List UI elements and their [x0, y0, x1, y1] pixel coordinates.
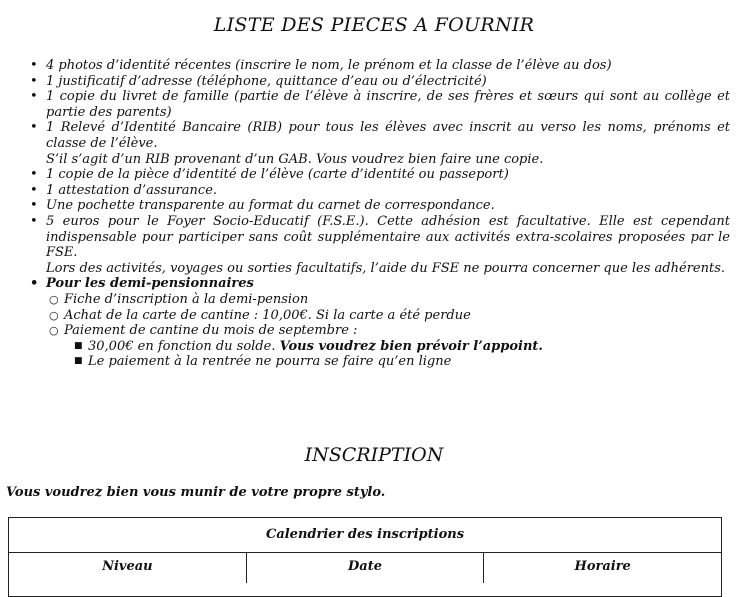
subsub-item-text: Le paiement à la rentrée ne pourra se faire qu’en ligne: [88, 354, 452, 370]
bullet-icon: •: [30, 73, 38, 89]
bullet-icon: •: [30, 213, 38, 229]
sub-list-item: [46, 323, 730, 339]
list-item: [30, 89, 730, 120]
demi-pension-section: [30, 276, 730, 370]
demi-pension-heading: Pour les demi-pensionnaires: [46, 276, 254, 292]
subsub-list-item: [64, 354, 730, 370]
appoint-emphasis: Vous voudrez bien prévoir l’appoint.: [279, 338, 543, 354]
item-text: 4 photos d’identité récentes (inscrire le nom, le prénom et la classe de l’élève au dos): [46, 58, 612, 73]
list-item: [30, 74, 730, 90]
bullet-icon: •: [30, 182, 38, 198]
item-text-continued: S’il s’agit d’un RIB provenant d’un GAB. Vous voudrez bien faire une copie.: [46, 151, 544, 167]
bullet-icon: •: [30, 198, 38, 214]
square-bullet-icon: ■: [74, 340, 83, 351]
item-text: 1 justificatif d’adresse (téléphone, quittance d’eau ou d’électricité): [46, 73, 487, 89]
list-item: [30, 183, 730, 199]
demi-pension-sublist: [46, 292, 730, 370]
subsub-item-text: 30,00€ en fonction du solde.: [88, 338, 280, 354]
column-header-niveau: Niveau: [9, 553, 247, 583]
sub-list-item: [46, 292, 730, 308]
bullet-icon: •: [30, 58, 38, 73]
item-text: 5 euros pour le Foyer Socio-Educatif (F.S.E.). Cette adhésion est facultative. Elle est cependant indispensable pour participer sans coût supplémentaire aux activités extra-scolaires proposées par le FSE.: [46, 213, 730, 261]
list-item: [30, 120, 730, 167]
bullet-icon: •: [30, 276, 39, 292]
item-text: 1 attestation d’assurance.: [46, 182, 218, 198]
bullet-icon: •: [30, 167, 38, 183]
page-title: LISTE DES PIECES A FOURNIR: [213, 14, 535, 36]
bullet-icon: •: [30, 120, 38, 136]
documents-list: [30, 58, 730, 370]
section-title: INSCRIPTION: [304, 444, 444, 466]
registration-calendar-table: [8, 517, 722, 597]
sub-item-text: Paiement de cantine du mois de septembre :: [64, 323, 358, 339]
stylo-note: Vous voudrez bien vous munir de votre propre stylo.: [6, 485, 386, 500]
item-text: 1 copie du livret de famille (partie de l’élève à inscrire, de ses frères et sœurs qui sont au collège et partie des parents): [46, 89, 730, 120]
list-item: [30, 58, 730, 74]
circle-bullet-icon: ○: [49, 324, 59, 338]
square-bullet-icon: ■: [74, 356, 83, 367]
item-text-continued: Lors des activités, voyages ou sorties facultatifs, l’aide du FSE ne pourra concerner que les adhérents.: [46, 260, 726, 276]
sub-item-text: Fiche d’inscription à la demi-pension: [64, 291, 309, 307]
column-header-horaire: Horaire: [574, 559, 631, 574]
item-text: 1 copie de la pièce d’identité de l’élève (carte d’identité ou passeport): [46, 167, 509, 183]
list-item: [30, 167, 730, 183]
list-item: [30, 214, 730, 276]
sub-list-item: [46, 308, 730, 324]
table-title: Calendrier des inscriptions: [9, 518, 721, 553]
circle-bullet-icon: ○: [49, 308, 59, 322]
bullet-icon: •: [30, 89, 38, 105]
item-text: Une pochette transparente au format du carnet de correspondance.: [46, 198, 495, 214]
list-item: [30, 198, 730, 214]
subsub-list-item: [64, 339, 730, 355]
sub-item-text: Achat de la carte de cantine : 10,00€. Si la carte a été perdue: [64, 307, 471, 323]
item-text: 1 Relevé d’Identité Bancaire (RIB) pour tous les élèves avec inscrit au verso les noms, prénoms et classe de l’élève.: [46, 120, 730, 151]
table-header-row: [9, 553, 721, 583]
column-header-date: Date: [247, 553, 485, 583]
circle-bullet-icon: ○: [49, 292, 59, 306]
